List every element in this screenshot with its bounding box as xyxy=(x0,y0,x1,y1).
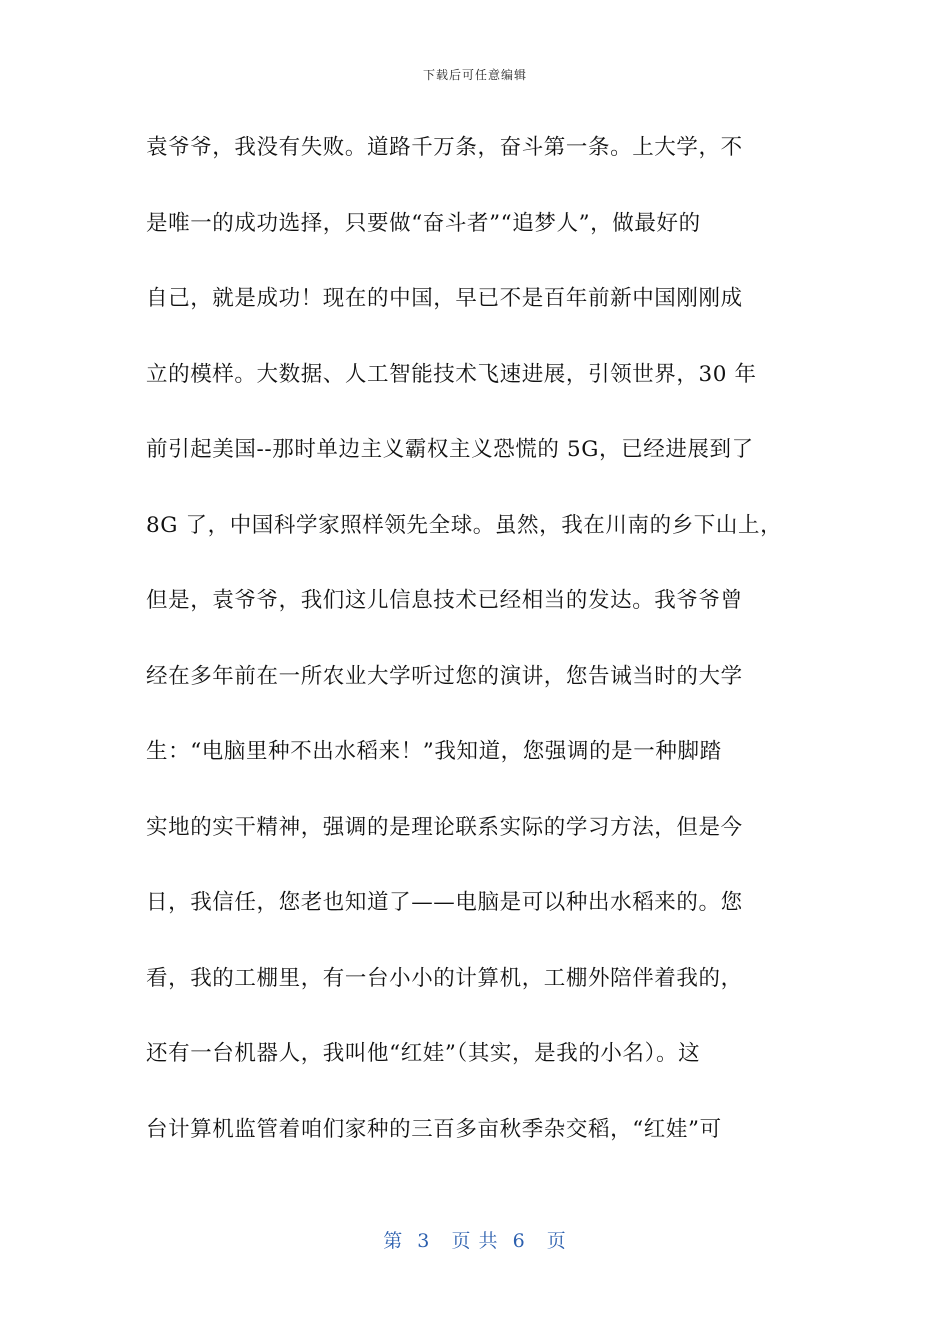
body-line: 实地的实干精神，强调的是理论联系实际的学习方法，但是今 xyxy=(146,814,743,840)
body-line: 但是，袁爷爷，我们这儿信息技术已经相当的发达。我爷爷曾 xyxy=(146,588,743,613)
body-line: 还有一台机器人，我叫他“红娃”（其实，是我的小名）。这 xyxy=(146,1041,701,1066)
body-line: 8G 了，中国科学家照样领先全球。虽然，我在川南的乡下山上， xyxy=(146,512,783,538)
body-text xyxy=(146,128,816,1185)
body-line: 台计算机监管着咱们家种的三百多亩秋季杂交稻，“红娃”可 xyxy=(146,1116,722,1142)
body-line: 立的模样。大数据、人工智能技术飞速进展，引领世界，30 年 xyxy=(146,361,757,387)
page-header: 下载后可任意编辑 xyxy=(422,68,527,82)
body-line: 前引起美国--那时单边主义霸权主义恐慌的 5G，已经进展到了 xyxy=(146,437,754,462)
body-line: 是唯一的成功选择，只要做“奋斗者”“追梦人”，做最好的 xyxy=(146,210,701,236)
body-line: 日，我信任，您老也知道了——电脑是可以种出水稻来的。您 xyxy=(146,890,743,915)
body-line: 生：“电脑里种不出水稻来！”我知道，您强调的是一种脚踏 xyxy=(146,739,722,764)
page-number-footer: 第 3 页 共 6 页 xyxy=(383,1230,567,1252)
body-line: 经在多年前在一所农业大学听过您的演讲，您告诫当时的大学 xyxy=(146,663,743,689)
body-line: 看，我的工棚里，有一台小小的计算机，工棚外陪伴着我的， xyxy=(146,965,743,991)
body-line: 袁爷爷，我没有失败。道路千万条，奋斗第一条。上大学，不 xyxy=(146,135,743,160)
body-line: 自己，就是成功！现在的中国，早已不是百年前新中国刚刚成 xyxy=(146,286,743,311)
